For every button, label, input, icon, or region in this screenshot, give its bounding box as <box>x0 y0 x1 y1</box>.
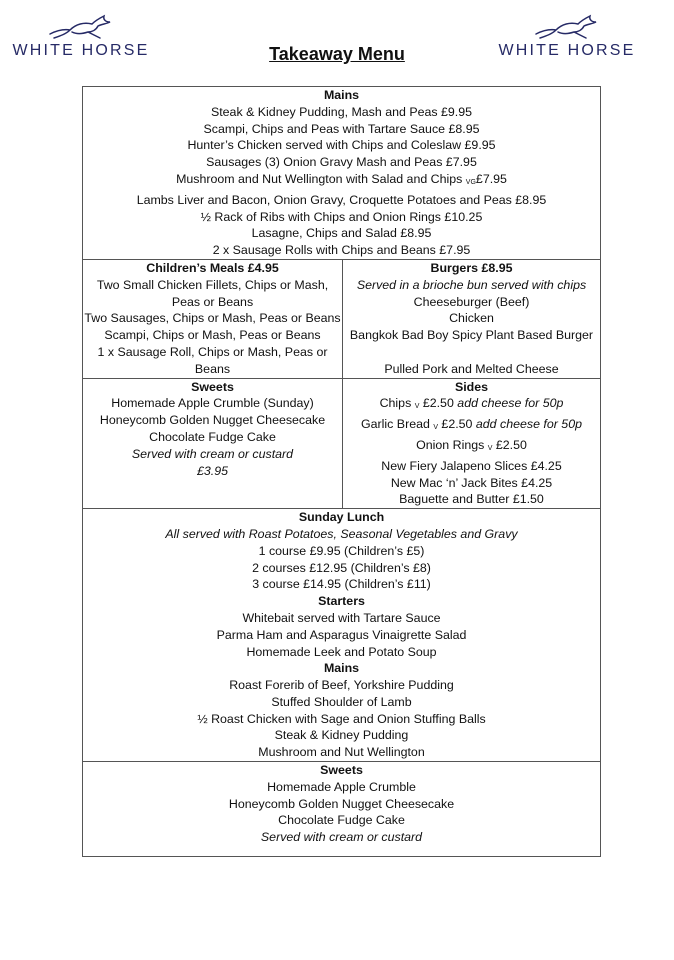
menu-item: New Fiery Jalapeno Slices £4.25 <box>381 458 562 473</box>
childrens-section <box>83 260 343 378</box>
menu-item: Homemade Apple Crumble <box>267 779 416 794</box>
menu-item: Baguette and Butter £1.50 <box>399 492 544 507</box>
mains-section <box>83 87 600 260</box>
menu-item: Steak & Kidney Pudding, Mash and Peas £9.95 <box>210 104 473 119</box>
menu-item: Lasagne, Chips and Salad £8.95 <box>251 226 432 241</box>
item-text: Mushroom and Nut Wellington with Salad and Chips <box>176 171 466 186</box>
menu-item: Whitebait served with Tartare Sauce <box>242 610 441 625</box>
burgers-note: Served in a brioche bun served with chips <box>356 277 587 292</box>
sunday-sweets-heading: Sweets <box>320 763 363 778</box>
menu-item <box>343 416 600 437</box>
sweets-note: Served with cream or custard <box>131 446 294 461</box>
menu-item <box>343 395 600 416</box>
menu-item: Honeycomb Golden Nugget Cheesecake <box>228 796 455 811</box>
menu-item: Lambs Liver and Bacon, Onion Gravy, Croquette Potatoes and Peas £8.95 <box>136 192 547 207</box>
spacer <box>343 344 600 361</box>
vegetarian-tag: V <box>433 424 438 432</box>
mains-heading: Mains <box>323 88 360 102</box>
item-text: Onion Rings <box>416 437 488 452</box>
item-text: Garlic Bread <box>361 417 434 432</box>
brand-name-right: WHITE HORSE <box>498 42 636 59</box>
item-price: £7.95 <box>475 171 507 186</box>
menu-item: Roast Forerib of Beef, Yorkshire Pudding <box>229 678 454 693</box>
menu-item: Steak & Kidney Pudding <box>274 728 409 743</box>
menu-table <box>82 86 601 857</box>
menu-item: Chicken <box>449 311 494 326</box>
item-note: add cheese for 50p <box>475 417 582 432</box>
menu-item: Homemade Leek and Potato Soup <box>246 644 437 659</box>
sides-heading: Sides <box>454 379 489 394</box>
menu-item: Hunter’s Chicken served with Chips and Coleslaw £9.95 <box>187 138 496 153</box>
menu-item: 3 course £14.95 (Children’s £11) <box>252 577 431 592</box>
menu-item: Bangkok Bad Boy Spicy Plant Based Burger <box>349 328 594 343</box>
sunday-mains-heading: Mains <box>323 661 360 676</box>
menu-item: 1 course £9.95 (Children’s £5) <box>258 543 425 558</box>
item-note: add cheese for 50p <box>457 396 564 411</box>
sunday-sweets-section <box>83 762 600 856</box>
horse-logo-icon <box>48 12 114 40</box>
vegetarian-tag: V <box>414 403 420 411</box>
vegetarian-tag: V <box>487 444 493 452</box>
sweets-section <box>83 379 343 509</box>
menu-item: Scampi, Chips or Mash, Peas or Beans <box>104 328 321 343</box>
menu-item: Parma Ham and Asparagus Vinaigrette Salad <box>216 627 467 642</box>
sides-section <box>343 379 600 509</box>
menu-item: ½ Rack of Ribs with Chips and Onion Rings £10.25 <box>200 209 483 224</box>
horse-logo-icon <box>534 12 600 40</box>
menu-item <box>343 437 600 458</box>
item-price: £2.50 <box>492 437 527 452</box>
sunday-sweets-note: Served with cream or custard <box>260 830 423 845</box>
item-price: £2.50 <box>437 417 476 432</box>
page-title: Takeaway Menu <box>269 44 405 64</box>
vegan-tag: VG <box>465 178 476 186</box>
sweets-sides-row <box>83 379 600 510</box>
menu-item: Honeycomb Golden Nugget Cheesecake <box>99 413 326 428</box>
menu-item: 1 x Sausage Roll, Chips or Mash, Peas or <box>97 344 328 359</box>
menu-item: ½ Roast Chicken with Sage and Onion Stuffing Balls <box>197 711 486 726</box>
menu-item: Beans <box>194 361 231 376</box>
menu-item: New Mac ‘n’ Jack Bites £4.25 <box>390 475 553 490</box>
burgers-section <box>343 260 600 378</box>
childrens-heading: Children’s Meals £4.95 <box>146 260 279 275</box>
menu-item: Scampi, Chips and Peas with Tartare Sauce £8.95 <box>203 121 480 136</box>
childrens-burgers-row <box>83 260 600 379</box>
menu-item: Two Sausages, Chips or Mash, Peas or Beans <box>84 311 341 326</box>
menu-item: Sausages (3) Onion Gravy Mash and Peas £7.95 <box>206 155 477 170</box>
sunday-heading: Sunday Lunch <box>298 510 385 525</box>
item-text: Chips <box>379 396 415 411</box>
menu-item: Stuffed Shoulder of Lamb <box>271 694 412 709</box>
menu-item: Homemade Apple Crumble (Sunday) <box>111 396 314 411</box>
item-price: £2.50 <box>419 396 458 411</box>
sunday-lunch-section <box>83 509 600 762</box>
sweets-heading: Sweets <box>191 379 234 394</box>
menu-item: Chocolate Fudge Cake <box>278 813 405 828</box>
menu-item: Mushroom and Nut Wellington <box>258 745 425 760</box>
menu-item: Cheeseburger (Beef) <box>413 294 530 309</box>
burgers-heading: Burgers £8.95 <box>430 260 513 275</box>
menu-item: 2 x Sausage Rolls with Chips and Beans £7.95 <box>212 243 471 258</box>
sweets-price: £3.95 <box>196 463 228 478</box>
menu-item: Chocolate Fudge Cake <box>149 429 276 444</box>
menu-item <box>83 171 600 192</box>
sunday-note: All served with Roast Potatoes, Seasonal Vegetables and Gravy <box>165 526 518 541</box>
menu-item: 2 courses £12.95 (Children’s £8) <box>252 560 431 575</box>
starters-heading: Starters <box>318 594 365 609</box>
menu-item: Peas or Beans <box>171 294 254 309</box>
menu-item: Pulled Pork and Melted Cheese <box>384 361 559 376</box>
menu-item: Two Small Chicken Fillets, Chips or Mash, <box>96 277 329 292</box>
brand-name-left: WHITE HORSE <box>12 42 150 59</box>
